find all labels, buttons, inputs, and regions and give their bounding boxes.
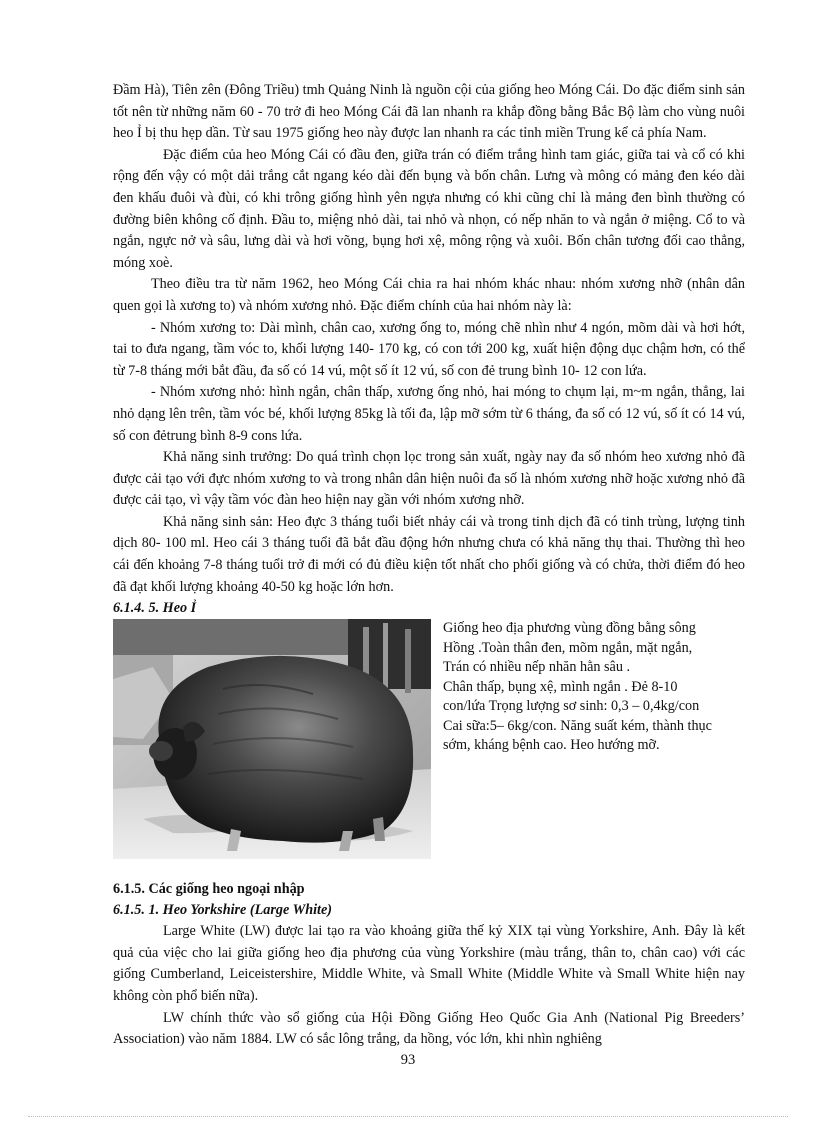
paragraph-small-bone-group: - Nhóm xương nhỏ: hình ngắn, chân thấp, xương ống nhỏ, hai móng to chụm lại, m~m ngắn, thẳng, lai nhỏ dạng lên trên, tầm vóc bé, khối lượng 85kg là tối đa, lập mỡ sớm từ 6 tháng, đa số có 12 vú, số ít có 14 vú, số con đẻtrung bình 8-9 cons lứa.: [113, 384, 745, 444]
paragraph-survey-1962: Theo điều tra từ năm 1962, heo Móng Cái chia ra hai nhóm khác nhau: nhóm xương nhỡ (nhân dân quen gọi là xương to) và nhóm xương nhỏ. Đặc điểm chính của hai nhóm này là:: [113, 276, 745, 314]
caption-line: Chân thấp, bụng xệ, mình ngắn . Đẻ 8-10: [443, 678, 678, 695]
paragraph-continuation: Đầm Hà), Tiên zên (Đông Triều) tmh Quảng Ninh là nguồn cội của giống heo Móng Cái. Do đặc điểm sinh sản tốt nên từ những năm 60 - 70 trở đi heo Móng Cái đã lan nhanh ra khắp đồng bằng Bắc Bộ làm cho vùng nuôi heo Ỉ bị thu hẹp dần. Từ sau 1975 giống heo này được lan nhanh ra các tỉnh miền Trung kể cả phía Nam.: [113, 82, 745, 142]
caption-line: Trán có nhiều nếp nhăn hằn sâu .: [443, 659, 631, 676]
page-bottom-divider: [28, 1116, 788, 1117]
figure-heo-i: [113, 619, 745, 859]
paragraph-growth-ability: Khả năng sinh trưởng: Do quá trình chọn lọc trong sản xuất, ngày nay đa số nhóm heo xương nhỏ đã được cải tạo với đực nhóm xương to và trong nhân dân hiện nuôi đa số là nhóm xương nhỡ hoặc xương nhỏ đã được cải tạo, vì vậy tầm vóc đàn heo hiện nay gần với nhóm xương nhỡ.: [113, 449, 745, 509]
caption-line: con/lứa Trọng lượng sơ sinh: 0,3 – 0,4kg/con: [443, 698, 700, 715]
paragraph-large-white-origin: Large White (LW) được lai tạo ra vào khoảng giữa thế kỷ XIX tại vùng Yorkshire, Anh. Đây là kết quả của việc cho lai giữa giống heo địa phương của vùng Yorkshire (màu trắng, thân to, chân cao) với các giống Cumberland, Leiceistershire, Middle White, và Small White (Middle White và Small White hiện nay không còn phổ biến nữa).: [113, 923, 745, 1005]
caption-line: sớm, kháng bệnh cao. Heo hướng mỡ.: [443, 737, 660, 754]
heading-yorkshire: 6.1.5. 1. Heo Yorkshire (Large White): [113, 902, 332, 919]
page-number: 93: [400, 1052, 416, 1068]
caption-line: Cai sữa:5– 6kg/con. Năng suất kém, thành thục: [443, 717, 712, 734]
caption-line: Hồng .Toàn thân đen, mõm ngắn, mặt ngắn,: [443, 639, 693, 656]
paragraph-large-white-registry: LW chính thức vào sổ giống của Hội Đồng Giống Heo Quốc Gia Anh (National Pig Breeders’ Association) vào năm 1884. LW có sắc lông trắng, da hồng, vóc lớn, khi nhìn nghiêng: [113, 1009, 745, 1048]
paragraph-reproduction: Khả năng sinh sản: Heo đực 3 tháng tuổi biết nhảy cái và trong tinh dịch đã có tinh trùng, lượng tinh dịch 80- 100 ml. Heo cái 3 tháng tuổi đã bắt đầu động hớn nhưng chưa có khả năng thụ thai. Thường thì heo cái đến khoảng 7-8 tháng tuổi trở đi mới có đủ điều kiện tốt nhất cho phối giống và có chửa, thời điểm đó heo đã đạt khối lượng khoảng 40-50 kg hoặc lớn hơn.: [113, 513, 745, 595]
heading-imported-breeds: 6.1.5. Các giống heo ngoại nhập: [113, 881, 305, 898]
paragraph-mong-cai-features: Đặc điểm của heo Móng Cái có đầu đen, giữa trán có điểm trắng hình tam giác, giữa tai và cổ có khi rộng đến vậy có một dải trắng cắt ngang kéo dài đến bụng và bốn chân. Lưng và mông có mảng đen kéo dài đen khấu đuôi và đùi, có khi trông giống hình yên ngựa nhưng có khi cũng chỉ là mảng đen bình thường có đường biên không cố định. Đầu to, miệng nhỏ dài, tai nhỏ và nhọn, có nếp nhăn to và ngắn ở miệng. Cổ to và ngắn, ngực nở và sâu, lưng dài và hơi võng, bụng hơi xệ, mông rộng và xuôi. Bốn chân tương đối cao thẳng, móng xoè.: [113, 146, 745, 271]
heading-heo-i: 6.1.4. 5. Heo Ỉ: [113, 600, 197, 617]
page-body: [113, 80, 745, 1051]
paragraph-large-bone-group: - Nhóm xương to: Dài mình, chân cao, xương ống to, móng chẽ nhìn như 4 ngón, mõm dài và hơi hớt, tai to đưa ngang, tầm vóc to, khối lượng 140- 170 kg, có con tới 200 kg, xuất hiện động dục chậm hơn, có thể từ 7-8 tháng mới bắt đầu, đa số có 14 vú, một số ít 12 vú, số con đẻ trung bình 10- 12 con lứa.: [113, 319, 745, 379]
pig-photo-illustration: [113, 619, 431, 859]
pig-photo: [113, 619, 431, 859]
figure-caption: [443, 619, 745, 756]
caption-line: Giống heo địa phương vùng đồng bằng sông: [443, 620, 696, 637]
